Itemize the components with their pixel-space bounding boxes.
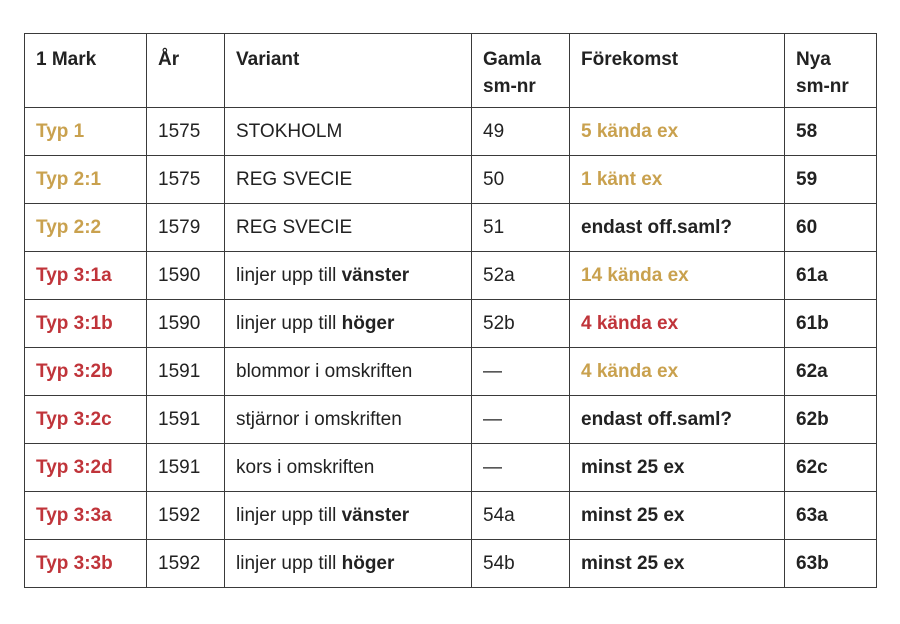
variant-text: linjer upp till [236,552,342,574]
ar-value: 1579 [158,216,201,238]
table-row [25,108,877,156]
header-ar-label: År [158,49,180,70]
cell-nya [785,252,877,300]
cell-variant [225,348,472,396]
nya-sm-nr-value: 61b [796,312,829,334]
typ-label: Typ 3:3a [36,504,112,526]
ar-value: 1590 [158,264,201,286]
forekomst-value: 4 kända ex [581,360,679,382]
ar-value: 1591 [158,408,201,430]
header-ar [147,34,225,108]
forekomst-value: endast off.saml? [581,408,732,430]
nya-sm-nr-value: 63a [796,504,828,526]
forekomst-value: minst 25 ex [581,552,685,574]
gamla-sm-nr-value: — [483,456,502,478]
cell-nya [785,156,877,204]
cell-ar [147,396,225,444]
cell-forekomst [570,108,785,156]
coin-variant-table [24,33,877,588]
nya-sm-nr-value: 59 [796,168,818,190]
cell-nya [785,540,877,588]
typ-label: Typ 2:2 [36,216,102,238]
typ-label: Typ 1 [36,120,85,142]
cell-forekomst [570,444,785,492]
gamla-sm-nr-value: 54b [483,552,515,574]
cell-gamla [472,252,570,300]
cell-nya [785,492,877,540]
cell-variant [225,540,472,588]
table-row [25,348,877,396]
cell-ar [147,348,225,396]
header-variant [225,34,472,108]
cell-forekomst [570,252,785,300]
forekomst-value: 5 kända ex [581,120,679,142]
forekomst-value: minst 25 ex [581,456,685,478]
variant-text: stjärnor i omskriften [236,408,402,430]
cell-variant [225,444,472,492]
cell-ar [147,300,225,348]
cell-typ [25,156,147,204]
header-nya-sm-nr [785,34,877,108]
cell-typ [25,348,147,396]
coin-table-container [24,33,877,588]
typ-label: Typ 3:1a [36,264,112,286]
nya-sm-nr-value: 63b [796,552,829,574]
cell-ar [147,444,225,492]
typ-label: Typ 3:2d [36,456,113,478]
table-row [25,300,877,348]
cell-forekomst [570,492,785,540]
forekomst-value: 4 kända ex [581,312,679,334]
forekomst-value: endast off.saml? [581,216,732,238]
gamla-sm-nr-value: 52b [483,312,515,334]
variant-emphasis: vänster [341,264,410,286]
cell-typ [25,396,147,444]
cell-ar [147,156,225,204]
cell-variant [225,252,472,300]
table-header-row [25,34,877,108]
typ-label: Typ 3:1b [36,312,113,334]
cell-nya [785,396,877,444]
forekomst-value: minst 25 ex [581,504,685,526]
cell-nya [785,204,877,252]
typ-label: Typ 2:1 [36,168,102,190]
cell-forekomst [570,396,785,444]
header-nya-line1: Nya [796,49,831,70]
variant-text: blommor i omskriften [236,360,413,382]
header-gamla-line1: Gamla [483,49,542,70]
variant-text: kors i omskriften [236,456,375,478]
nya-sm-nr-value: 61a [796,264,828,286]
cell-typ [25,540,147,588]
cell-nya [785,348,877,396]
gamla-sm-nr-value: 54a [483,504,515,526]
cell-variant [225,300,472,348]
header-mark [25,34,147,108]
header-mark-label: 1 Mark [36,49,97,70]
cell-nya [785,108,877,156]
cell-forekomst [570,348,785,396]
forekomst-value: 1 känt ex [581,168,663,190]
gamla-sm-nr-value: 52a [483,264,515,286]
cell-ar [147,540,225,588]
cell-gamla [472,492,570,540]
ar-value: 1575 [158,120,201,142]
ar-value: 1592 [158,552,201,574]
cell-gamla [472,348,570,396]
gamla-sm-nr-value: — [483,408,502,430]
cell-typ [25,108,147,156]
cell-gamla [472,444,570,492]
cell-typ [25,252,147,300]
nya-sm-nr-value: 62c [796,456,828,478]
cell-variant [225,108,472,156]
cell-forekomst [570,300,785,348]
cell-variant [225,492,472,540]
cell-forekomst [570,540,785,588]
cell-gamla [472,540,570,588]
variant-text: linjer upp till [236,504,342,526]
nya-sm-nr-value: 60 [796,216,818,238]
cell-forekomst [570,156,785,204]
ar-value: 1592 [158,504,201,526]
variant-text: REG SVECIE [236,216,353,238]
ar-value: 1590 [158,312,201,334]
nya-sm-nr-value: 62b [796,408,829,430]
typ-label: Typ 3:2c [36,408,112,430]
table-row [25,444,877,492]
ar-value: 1575 [158,168,201,190]
header-forekomst-label: Förekomst [581,49,679,70]
header-gamla-line2: sm-nr [483,76,536,97]
gamla-sm-nr-value: 51 [483,216,505,238]
typ-label: Typ 3:3b [36,552,113,574]
cell-gamla [472,108,570,156]
gamla-sm-nr-value: — [483,360,502,382]
header-gamla-sm-nr [472,34,570,108]
table-row [25,156,877,204]
cell-typ [25,492,147,540]
cell-ar [147,204,225,252]
ar-value: 1591 [158,456,201,478]
cell-gamla [472,396,570,444]
cell-ar [147,108,225,156]
typ-label: Typ 3:2b [36,360,113,382]
variant-emphasis: vänster [341,504,410,526]
cell-forekomst [570,204,785,252]
table-row [25,540,877,588]
table-row [25,204,877,252]
cell-gamla [472,156,570,204]
gamla-sm-nr-value: 49 [483,120,505,142]
ar-value: 1591 [158,360,201,382]
variant-emphasis: höger [341,552,395,574]
header-forekomst [570,34,785,108]
cell-nya [785,444,877,492]
header-nya-line2: sm-nr [796,76,849,97]
table-body [25,108,877,588]
variant-text: STOKHOLM [236,120,343,142]
cell-variant [225,156,472,204]
cell-typ [25,204,147,252]
gamla-sm-nr-value: 50 [483,168,505,190]
cell-gamla [472,204,570,252]
cell-typ [25,300,147,348]
cell-ar [147,252,225,300]
table-row [25,492,877,540]
table-row [25,396,877,444]
cell-typ [25,444,147,492]
variant-text: linjer upp till [236,312,342,334]
cell-variant [225,396,472,444]
nya-sm-nr-value: 58 [796,120,818,142]
cell-ar [147,492,225,540]
cell-nya [785,300,877,348]
variant-text: linjer upp till [236,264,342,286]
header-variant-label: Variant [236,49,300,70]
table-row [25,252,877,300]
variant-text: REG SVECIE [236,168,353,190]
forekomst-value: 14 kända ex [581,264,689,286]
cell-gamla [472,300,570,348]
cell-variant [225,204,472,252]
variant-emphasis: höger [341,312,395,334]
nya-sm-nr-value: 62a [796,360,828,382]
